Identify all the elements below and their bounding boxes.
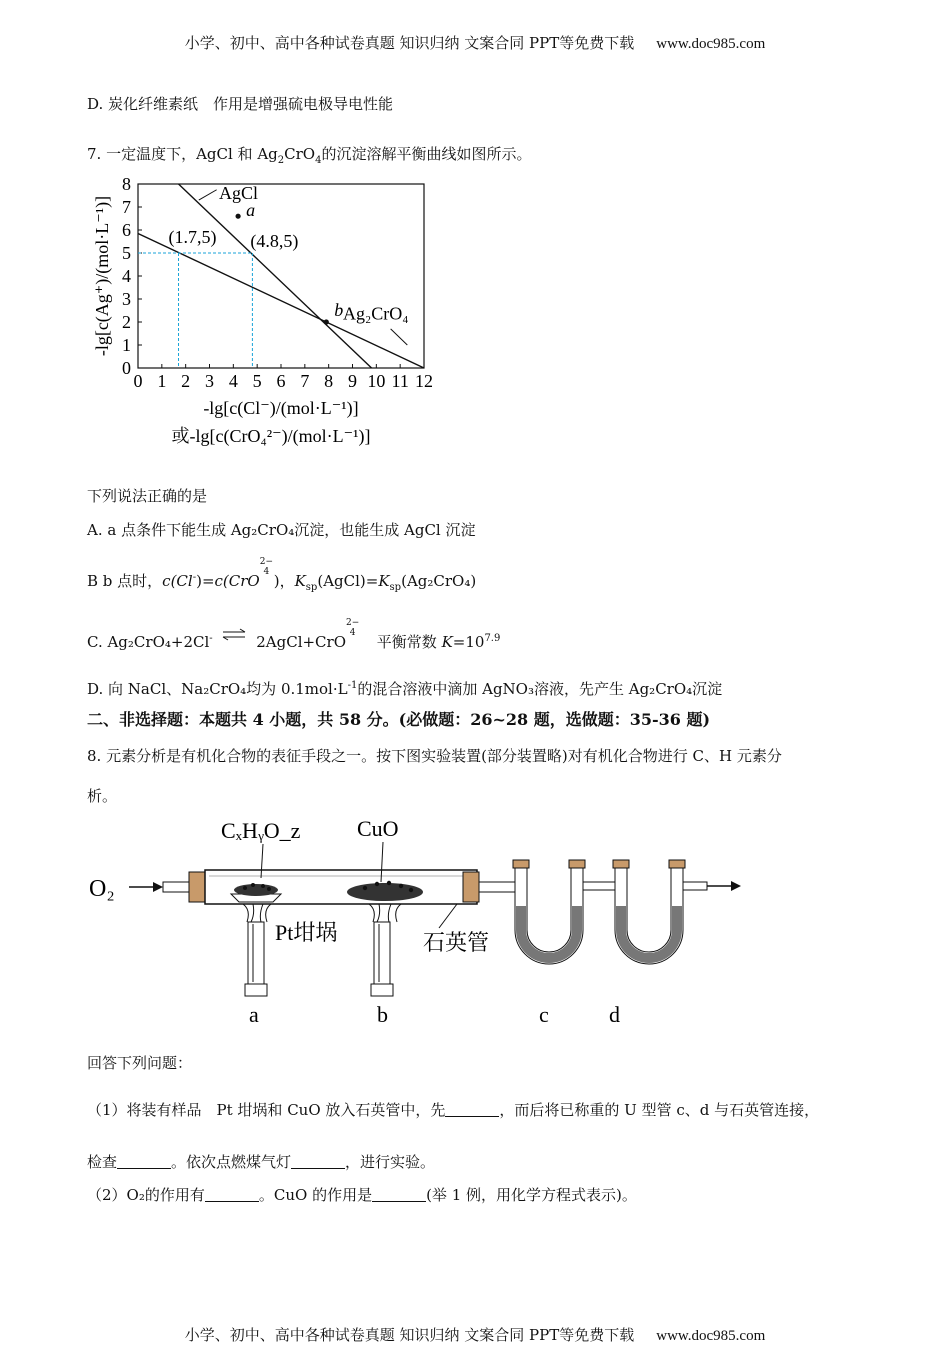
q7-option-a: A. a 点条件下能生成 Ag₂CrO₄沉淀，也能生成 AgCl 沉淀 [87, 521, 476, 539]
q8-part-1 [87, 1100, 819, 1120]
annotation-label: (1.7,5) [168, 227, 217, 247]
q8-part-1-cont [87, 1152, 435, 1172]
q7-c-sub4: 4 [349, 628, 356, 638]
page-footer [0, 1324, 950, 1345]
y-tick-label: 1 [122, 335, 131, 355]
x-tick-label: 0 [133, 371, 143, 391]
x-axis-label-2: 或-lg[c(CrO₄²⁻)/(mol·L⁻¹)] [171, 426, 371, 446]
point-b [324, 319, 329, 324]
series-label-agcl: AgCl [219, 182, 259, 203]
q8-stem-1: 8. 元素分析是有机化合物的表征手段之一。按下图实验装置(部分装置略)对有机化合物进行 C、H 元素分 [87, 747, 782, 765]
x-tick-label: 1 [157, 371, 167, 391]
q7-d-text: D. 向 NaCl、Na₂CrO₄均为 0.1mol·L [87, 680, 348, 698]
q7-c-post: 平衡常数 [376, 633, 442, 651]
q8-p2a: （2）O₂的作用有 [87, 1186, 205, 1204]
q8-p1d: 。依次点燃煤气灯 [171, 1153, 292, 1171]
x-tick-label: 2 [181, 371, 191, 391]
q7-option-c [87, 618, 501, 652]
u-tube-d [613, 860, 685, 964]
q7-stem-sub2: 4 [315, 155, 322, 166]
q7-stem-post: 的沉淀溶解平衡曲线如图所示。 [321, 145, 532, 163]
u-tube-c-label: c [539, 1002, 549, 1027]
q7-b-charge: 2− [259, 557, 273, 567]
q7-d-exp: -1 [347, 680, 358, 691]
y-tick-label: 2 [122, 312, 131, 332]
q8-p2b: 。CuO 的作用是 [258, 1186, 373, 1204]
x-tick-label: 9 [348, 371, 357, 391]
q7-b-sp1: sp [305, 582, 318, 593]
x-tick-label: 12 [415, 371, 433, 391]
point-label-b: b [334, 300, 344, 320]
series-label-ag2cro4: Ag₂CrO₄ [342, 303, 409, 324]
header-url[interactable]: www.doc985.com [656, 36, 766, 52]
ag2cro4-leader [391, 329, 408, 345]
q7-stem [87, 144, 531, 171]
point-a [236, 214, 241, 219]
annotation-label: (4.8,5) [250, 231, 299, 251]
q7-c-pre: C. Ag₂CrO₄+2Cl [87, 633, 210, 651]
answer-blank-5[interactable] [372, 1187, 426, 1202]
q7-option-b [87, 557, 477, 598]
x-tick-label: 8 [324, 371, 334, 391]
q7-b-minus: - [192, 572, 197, 583]
q7-b-k1: K [294, 572, 306, 590]
answer-blank-1[interactable] [445, 1102, 499, 1117]
x-tick-label: 7 [300, 371, 310, 391]
pt-crucible-label: Pt坩埚 [275, 920, 338, 945]
quartz-tube-label: 石英管 [423, 930, 490, 955]
footer-text: 小学、初中、高中各种试卷真题 知识归纳 文案合同 PPT等免费下载 [184, 1326, 635, 1344]
equilibrium-arrow-icon [221, 627, 247, 643]
sample-label: CₓHᵧO_z [221, 818, 301, 843]
answer-blank-4[interactable] [205, 1187, 259, 1202]
q7-b-pre: B b 点时， [87, 572, 163, 590]
q8-p1e: ，进行实验。 [345, 1153, 436, 1171]
y-tick-label: 0 [122, 358, 131, 378]
o2-label: O₂ [89, 876, 115, 902]
x-axis-label-1: -lg[c(Cl⁻)/(mol·L⁻¹)] [203, 398, 359, 418]
y-tick-label: 3 [122, 289, 131, 309]
apparatus-diagram [85, 810, 765, 1030]
x-tick-label: 10 [367, 371, 386, 391]
q7-stem-mid: CrO [284, 145, 316, 163]
q7-option-d [87, 676, 722, 699]
answer-blank-3[interactable] [291, 1154, 345, 1169]
x-tick-label: 3 [205, 371, 214, 391]
x-tick-label: 5 [252, 371, 262, 391]
q7-c-minus: - [209, 633, 213, 644]
q7-c-charge: 2− [346, 618, 360, 628]
q7-b-k2: K [378, 572, 390, 590]
burner-a-label: a [249, 1002, 259, 1027]
u-tube-c [513, 860, 585, 964]
y-tick-label: 7 [122, 197, 131, 217]
q6-option-d: D. 炭化纤维素纸 作用是增强硫电极导电性能 [87, 95, 394, 113]
x-tick-label: 6 [276, 371, 286, 391]
y-axis-label: -lg[c(Ag⁺)/(mol·L⁻¹)] [92, 195, 112, 357]
point-label-a: a [246, 200, 256, 221]
q7-b-c1: c(Cl [162, 572, 193, 590]
q7-b-sp2: sp [389, 582, 402, 593]
plot-frame [138, 184, 424, 368]
section-2-title: 二、非选择题：本题共 4 小题，共 58 分。(必做题：26~28 题，选做题：35-36 题) [87, 710, 711, 729]
y-tick-label: 8 [122, 174, 131, 194]
q7-c-eq: =10 [452, 633, 485, 651]
q8-p1c: 检查 [87, 1153, 118, 1171]
page-header [0, 32, 950, 53]
agcl-leader [199, 190, 217, 200]
cuo-label: CuO [357, 816, 399, 841]
q8-part-2 [87, 1185, 637, 1205]
q8-stem-2: 析。 [87, 787, 118, 805]
x-tick-label: 11 [391, 371, 409, 391]
q7-stem-sub: 2 [277, 155, 285, 166]
x-tick-label: 4 [228, 371, 238, 391]
q8-p1b: ，而后将已称重的 U 型管 c、d 与石英管连接， [499, 1101, 820, 1119]
y-tick-label: 6 [122, 220, 131, 240]
q7-c-k: K [441, 633, 453, 651]
q7-b-mid: )， [273, 572, 295, 590]
burner-b-label: b [377, 1002, 388, 1027]
q7-b-k2v: (Ag₂CrO₄) [401, 572, 477, 590]
q8-answer-prompt: 回答下列问题： [87, 1054, 193, 1072]
q7-stem-pre: 7. 一定温度下，AgCl 和 Ag [87, 145, 278, 163]
answer-blank-2[interactable] [117, 1154, 171, 1169]
q7-c-exp: 7.9 [484, 633, 501, 644]
q8-p1a: （1）将装有样品 Pt 坩埚和 CuO 放入石英管中，先 [87, 1101, 446, 1119]
q7-b-k1v: (AgCl)= [317, 572, 379, 590]
q7-b-c1b: )= [196, 572, 215, 590]
series-line-ag2cro4 [138, 233, 424, 368]
series-line-agcl [179, 184, 372, 368]
header-text: 小学、初中、高中各种试卷真题 知识归纳 文案合同 PPT等免费下载 [184, 34, 635, 52]
u-tube-d-label: d [609, 1002, 620, 1027]
q7-b-sub4: 4 [263, 567, 270, 577]
q7-d-post: 的混合溶液中滴加 AgNO₃溶液，先产生 Ag₂CrO₄沉淀 [357, 680, 723, 698]
y-tick-label: 4 [122, 266, 131, 286]
q7-ask: 下列说法正确的是 [87, 487, 208, 505]
q7-c-mid: 2AgCl+CrO [256, 633, 346, 651]
q7-b-c2: c(CrO [214, 572, 260, 590]
q8-p2c: (举 1 例，用化学方程式表示)。 [426, 1186, 637, 1204]
footer-url[interactable]: www.doc985.com [656, 1328, 766, 1344]
solubility-chart [90, 170, 450, 455]
y-tick-label: 5 [122, 243, 131, 263]
